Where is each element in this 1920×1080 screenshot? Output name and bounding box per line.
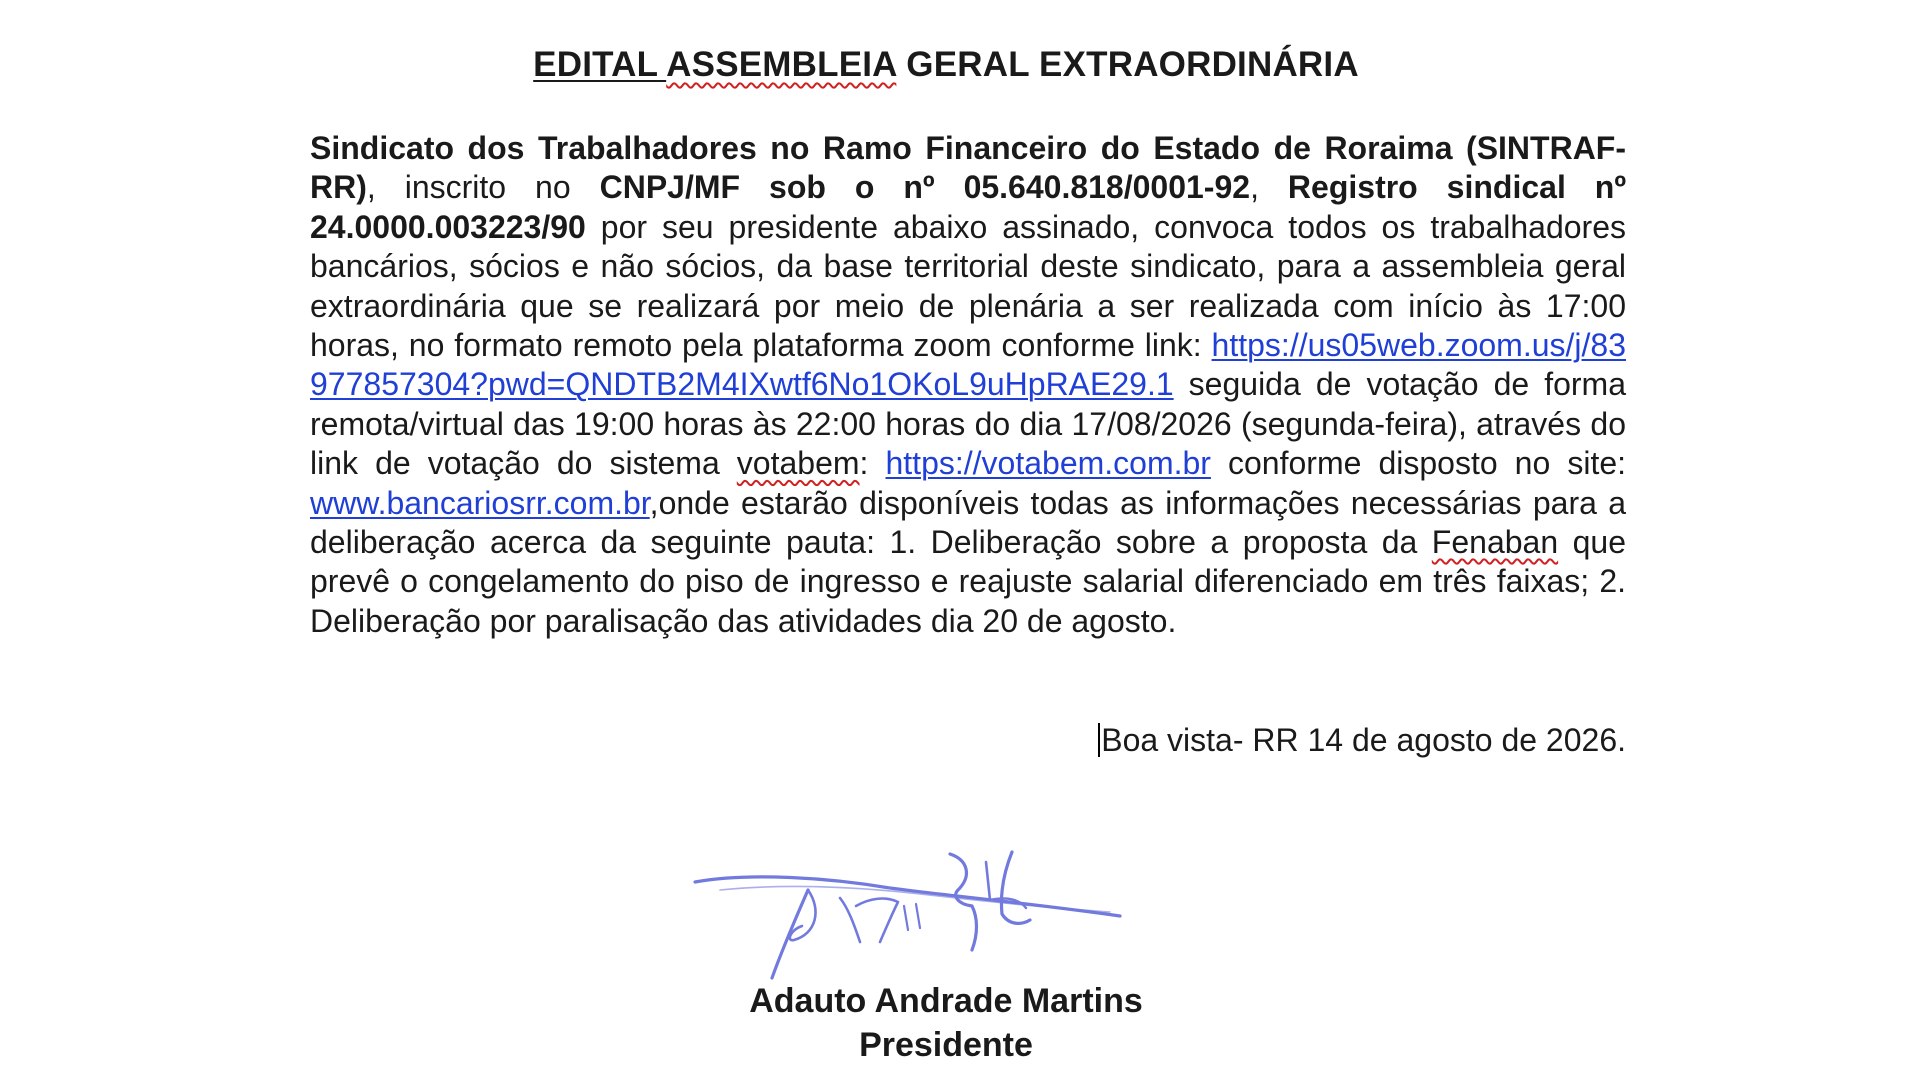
text-segment: que prevê o congelamento do piso de ingresso e reajuste salarial diferenciado em três faixas; 2. Deliberação por paralisação das atividades dia 20 de agosto. bbox=[310, 524, 1626, 639]
text-segment: por seu presidente abaixo assinado, convoca todos os trabalhadores bancários, sócios e não sócios, da base territorial deste sindicato, para a assembleia geral extraordinária que se realizará por meio de plenária a ser realizada com início às 17:00 horas, no formato remoto pela plataforma zoom conforme link: bbox=[310, 208, 1626, 364]
union-name: Sindicato dos Trabalhadores no Ramo Financeiro do Estado de Roraima (SINTRAF-RR) bbox=[310, 130, 1626, 206]
text-segment: seguida de votação de forma remota/virtual das 19:00 horas às 22:00 horas do dia 17/08/2026 (segunda-feira), através do link de votação do sistema bbox=[310, 366, 1626, 482]
site-link[interactable]: www.bancariosrr.com.br bbox=[310, 484, 650, 521]
signatory-role: Presidente bbox=[859, 1026, 1033, 1064]
title-word-assembleia: ASSEMBLEIA bbox=[666, 45, 897, 84]
text-cursor bbox=[1098, 723, 1100, 757]
text-segment: , bbox=[1250, 169, 1288, 206]
votabem-link[interactable]: https://votabem.com.br bbox=[885, 445, 1211, 482]
convocation-paragraph bbox=[310, 129, 1626, 641]
signatory-name: Adauto Andrade Martins bbox=[749, 982, 1143, 1020]
date-text: Boa vista- RR 14 de agosto de 2026. bbox=[1101, 722, 1626, 758]
union-registration: Registro sindical nº 24.0000.003223/90 bbox=[310, 169, 1627, 245]
title-word-edital: EDITAL bbox=[533, 45, 658, 84]
zoom-meeting-link[interactable]: https://us05web.zoom.us/j/83977857304?pwd=QNDTB2M4IXwtf6No1OKoL9uHpRAE29.1 bbox=[310, 327, 1626, 403]
title-rest: GERAL EXTRAORDINÁRIA bbox=[896, 45, 1359, 84]
text-segment: : bbox=[859, 445, 886, 482]
text-segment: ,onde estarão disponíveis todas as informações necessárias para a deliberação acerca da seguinte pauta: 1. Deliberação sobre a proposta da bbox=[310, 484, 1626, 561]
handwritten-signature bbox=[690, 850, 1130, 980]
text-segment: , inscrito no bbox=[366, 169, 600, 206]
date-location-line bbox=[310, 720, 1626, 760]
fenaban-word: Fenaban bbox=[1431, 524, 1559, 561]
votabem-word: votabem bbox=[736, 445, 860, 482]
text-segment: conforme disposto no site: bbox=[1210, 445, 1627, 482]
document-title bbox=[0, 40, 1892, 90]
cnpj-number: CNPJ/MF sob o nº 05.640.818/0001-92 bbox=[599, 169, 1251, 206]
